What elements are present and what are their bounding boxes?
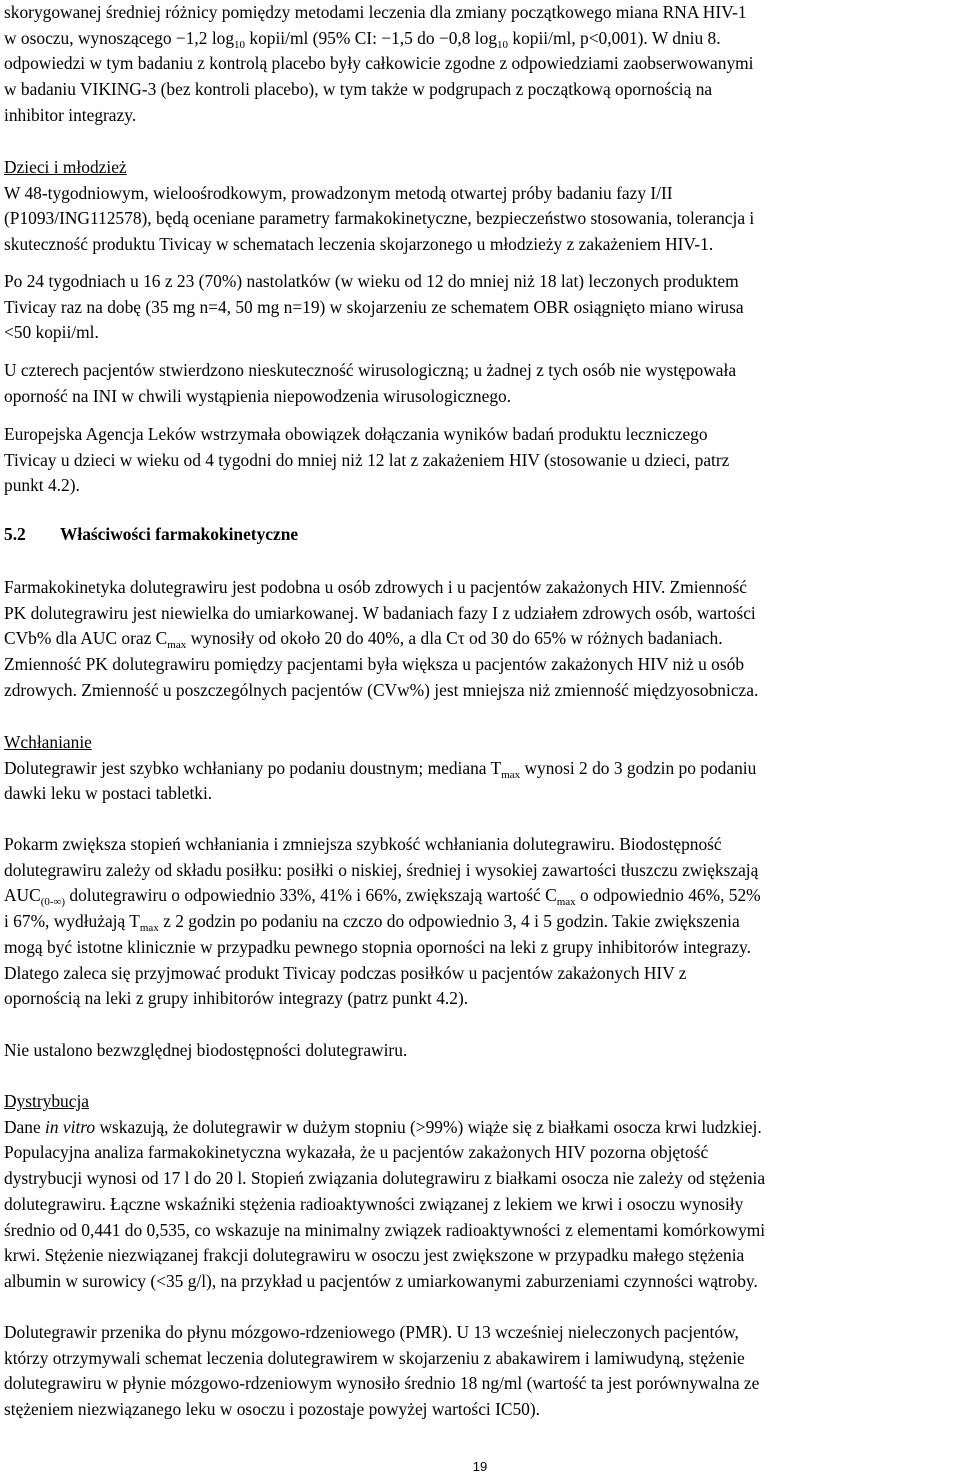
ema-paragraph: Europejska Agencja Leków wstrzymała obowiązek dołączania wyników badań produktu leczniczego Tivicay u dzieci w wieku od 4 tygodni do mniej niż 12 lat z zakażeniem HIV (stosowanie u dzieci, patrz punkt 4.2). xyxy=(4,424,730,496)
page-number: 19 xyxy=(472,1459,488,1474)
failure-paragraph: U czterech pacjentów stwierdzono nieskuteczność wirusologiczną; u żadnej z tych osób nie występowała oporność na INI w chwili wystąpienia niepowodzenia wirusologicznego. xyxy=(4,360,737,406)
section-heading xyxy=(4,522,956,548)
distribution-paragraph: Dystrybucja Dane in vitro wskazują, że dolutegrawir w dużym stopniu (>99%) wiąże się z białkami osocza krwi ludzkiej. Populacyjna analiza farmakokinetyczna wykazała, że u pacjentów zakażonych HIV pozorna objętość dystrybucji wynosi od 17 l do 20 l. Stopień związania dolutegrawiru z białkami osocza nie zależy od stężenia dolutegrawiru. Łączne wskaźniki stężenia radioaktywności związanej z lekiem we krwi i osoczu wynosiły średnio od 0,441 do 0,535, co wskazuje na minimalny związek radioaktywności z elementami komórkowymi krwi. Stężenie niezwiązanej frakcji dolutegrawiru w osoczu jest zwiększone w przypadku małego stężenia albumin w surowicy (<35 g/l), na przykład u pacjentów z umiarkowanymi zaburzeniami czynności wątroby. xyxy=(4,1089,956,1295)
absorption-subheading: Wchłanianie xyxy=(4,732,92,752)
distribution-subheading: Dystrybucja xyxy=(4,1091,90,1111)
children-paragraph: Dzieci i młodzież W 48-tygodniowym, wieloośrodkowym, prowadzonym metodą otwartej próby badaniu fazy I/II (P1093/ING112578), będą oceniane parametry farmakokinetyczne, bezpieczeństwo stosowania, tolerancja i skuteczność produktu Tivicay w schematach leczenia skojarzonego u młodzieży z zakażeniem HIV-1. xyxy=(4,155,956,258)
section-number: 5.2 xyxy=(4,524,26,544)
children-subheading: Dzieci i młodzież xyxy=(4,157,127,177)
pk-paragraph: Farmakokinetyka dolutegrawiru jest podobna u osób zdrowych i u pacjentów zakażonych HIV. Zmienność PK dolutegrawiru jest niewielka do umiarkowanej. W badaniach fazy I z udziałem zdrowych osób, wartości CVb% dla AUC oraz $C_{max}$ wynosiły od około 20 do 40%, a dla Cτ od 30 do 65% w różnych badaniach. Zmienność PK dolutegrawiru pomiędzy pacjentami była większa u pacjentów zakażonych HIV niż u osób zdrowych. Zmienność u poszczególnych pacjentów (CVw%) jest mniejsza niż zmienność międzyosobnicza. xyxy=(4,577,759,700)
section-title: Właściwości farmakokinetyczne xyxy=(60,524,299,544)
csf-paragraph: Dolutegrawir przenika do płynu mózgowo-rdzeniowego (PMR). U 13 wcześniej nieleczonych pacjentów, którzy otrzymywali schemat leczenia dolutegrawirem w skojarzeniu z abakawirem i lamiwudyną, stężenie dolutegrawiru w płynie mózgowo-rdzeniowym wynosiło średnio 18 ng/ml (wartość ta jest porównywalna ze stężeniem niezwiązanego leku w osoczu i pozostaje powyżej wartości IC50). xyxy=(4,1322,760,1420)
absorption-paragraph: Wchłanianie Dolutegrawir jest szybko wchłaniany po podaniu doustnym; mediana $T_{max}$ wynosi 2 do 3 godzin po podaniu dawki leku w postaci tabletki. xyxy=(4,730,956,807)
bioavailability-paragraph: Nie ustalono bezwzględnej biodostępności dolutegrawiru. xyxy=(4,1040,408,1060)
week24-paragraph: Po 24 tygodniach u 16 z 23 (70%) nastolatków (w wieku od 12 do mniej niż 18 lat) leczonych produktem Tivicay raz na dobę (35 mg n=4, 50 mg n=19) w skojarzeniu ze schematem OBR osiągnięto miano wirusa <50 kopii/ml. xyxy=(4,271,744,343)
food-paragraph: Pokarm zwiększa stopień wchłaniania i zmniejsza szybkość wchłaniania dolutegrawiru. Biodostępność dolutegrawiru zależy od składu posiłku: posiłki o niskiej, średniej i wysokiej zawartości tłuszczu zwiększają $AUC_{(0-\infty)}$ dolutegrawiru o odpowiednio 33%, 41% i 66%, zwiększają wartość $C_{max}$ o odpowiednio 46%, 52% i 67%, wydłużają $T_{max}$ z 2 godzin po podaniu na czczo do odpowiednio 3, 4 i 5 godzin. Takie zwiększenia mogą być istotne klinicznie w przypadku pewnego stopnia oporności na leki z grupy inhibitorów integrazy. Dlatego zaleca się przyjmować produkt Tivicay podczas posiłków u pacjentów zakażonych HIV z opornością na leki z grupy inhibitorów integrazy (patrz punkt 4.2). xyxy=(4,834,761,1009)
intro-paragraph: skorygowanej średniej różnicy pomiędzy metodami leczenia dla zmiany początkowego miana RNA HIV-1 w osoczu, wynoszącego −1,2 $\log_{10}$ kopii/ml (95% CI: −1,5 do −0,8 $\log_{10}$ kopii/ml, p<0,001). W dniu 8. odpowiedzi w tym badaniu z kontrolą placebo były całkowicie zgodne z odpowiedziami zaobserwowanymi w badaniu VIKING-3 (bez kontroli placebo), w tym także w podgrupach z początkową opornością na inhibitor integrazy. xyxy=(4,2,754,125)
